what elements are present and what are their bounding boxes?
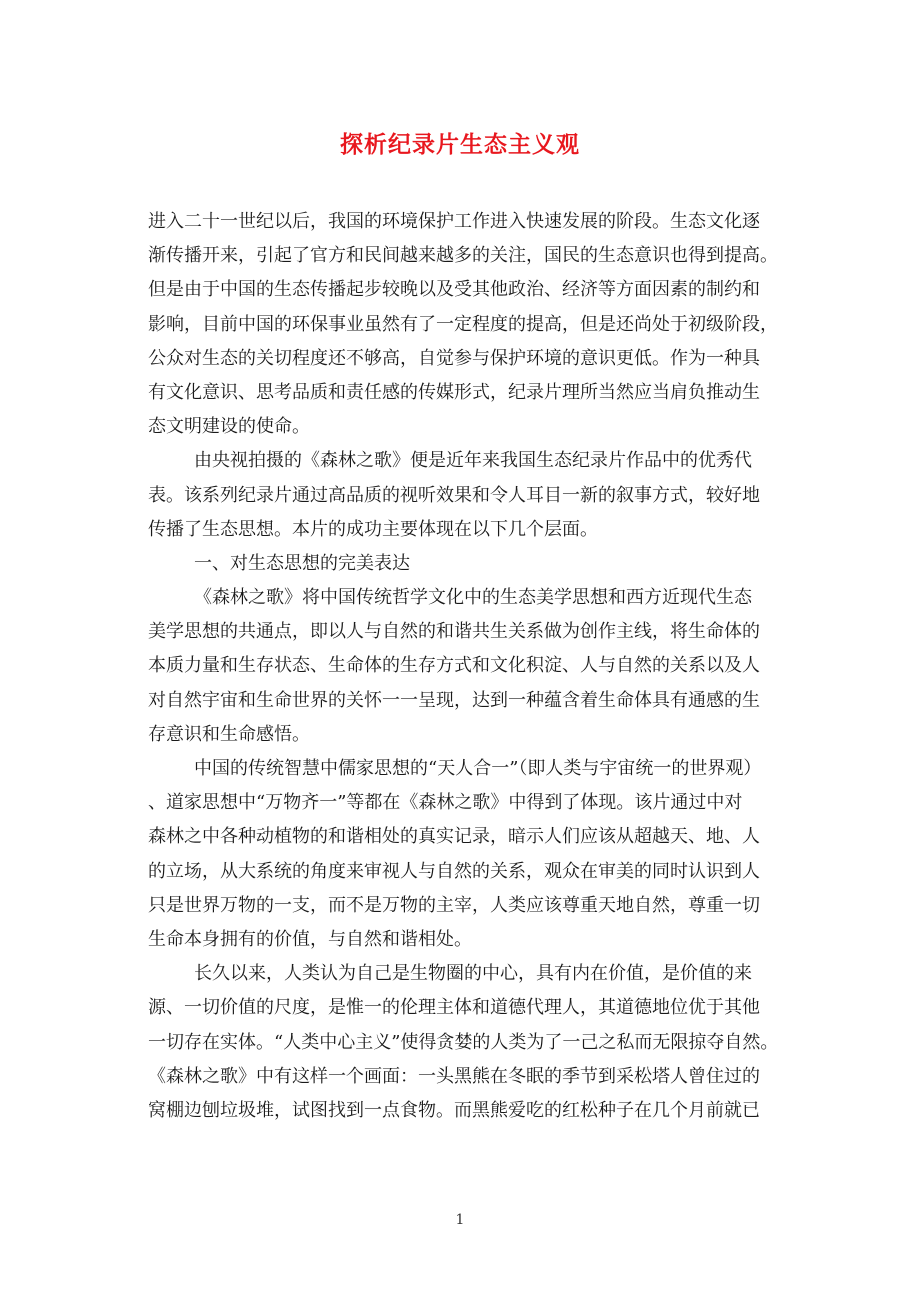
- text-line: 的立场，从大系统的角度来审视人与自然的关系，观众在审美的同时认识到人: [148, 860, 760, 882]
- text-line: 生命本身拥有的价值，与自然和谐相处。: [148, 928, 472, 950]
- text-line: 源、一切价值的尺度，是惟一的伦理主体和道德代理人，其道德地位优于其他: [148, 997, 760, 1019]
- text-line: 窝棚边刨垃圾堆，试图找到一点食物。而黑熊爱吃的红松种子在几个月前就已: [148, 1099, 760, 1121]
- text-line: 表。该系列纪录片通过高品质的视听效果和令人耳目一新的叙事方式，较好地: [148, 484, 760, 506]
- text-line: 森林之中各种动植物的和谐相处的真实记录，暗示人们应该从超越天、地、人: [148, 826, 760, 848]
- text-line: 有文化意识、思考品质和责任感的传媒形式，纪录片理所当然应当肩负推动生: [148, 381, 760, 403]
- text-line: 态文明建设的使命。: [148, 416, 310, 438]
- text-line: 存意识和生命感悟。: [148, 723, 310, 745]
- text-line: 传播了生态思想。本片的成功主要体现在以下几个层面。: [148, 518, 598, 540]
- page-number: 1: [455, 1212, 465, 1228]
- text-line: 《森林之歌》将中国传统哲学文化中的生态美学思想和西方近现代生态: [194, 587, 752, 609]
- text-line: 由央视拍摄的《森林之歌》便是近年来我国生态纪录片作品中的优秀代: [194, 450, 752, 472]
- document-body: [148, 205, 788, 1128]
- text-line: 公众对生态的关切程度还不够高，自觉参与保护环境的意识更低。作为一种具: [148, 347, 760, 369]
- text-line: 长久以来，人类认为自己是生物圈的中心，具有内在价值，是价值的来: [194, 963, 752, 985]
- text-line: 进入二十一世纪以后，我国的环境保护工作进入快速发展的阶段。生态文化逐: [148, 211, 760, 232]
- text-line: 、道家思想中“万物齐一”等都在《森林之歌》中得到了体现。该片通过中对: [148, 792, 743, 814]
- text-line: 渐传播开来，引起了官方和民间越来越多的关注，国民的生态意识也得到提高。: [148, 245, 778, 267]
- text-line: 中国的传统智慧中儒家思想的“天人合一”（即人类与宇宙统一的世界观）: [194, 758, 762, 779]
- text-line: 但是由于中国的生态传播起步较晚以及受其他政治、经济等方面因素的制约和: [148, 279, 760, 301]
- text-line: 影响，目前中国的环保事业虽然有了一定程度的提高，但是还尚处于初级阶段，: [148, 313, 778, 335]
- text-line: 只是世界万物的一支，而不是万物的主宰，人类应该尊重天地自然，尊重一切: [148, 894, 760, 916]
- document-title: 探析纪录片生态主义观: [340, 131, 580, 158]
- text-line: 一、对生态思想的完美表达: [194, 552, 410, 574]
- text-line: 一切存在实体。“人类中心主义”使得贪婪的人类为了一己之私而无限掠夺自然。: [148, 1031, 779, 1053]
- text-line: 《森林之歌》中有这样一个画面：一头黑熊在冬眠的季节到采松塔人曾住过的: [148, 1065, 760, 1087]
- text-line: 美学思想的共通点，即以人与自然的和谐共生关系做为创作主线，将生命体的: [148, 621, 760, 643]
- text-line: 对自然宇宙和生命世界的关怀一一呈现，达到一种蕴含着生命体具有通感的生: [148, 689, 760, 711]
- text-line: 本质力量和生存状态、生命体的生存方式和文化积淀、人与自然的关系以及人: [148, 655, 760, 677]
